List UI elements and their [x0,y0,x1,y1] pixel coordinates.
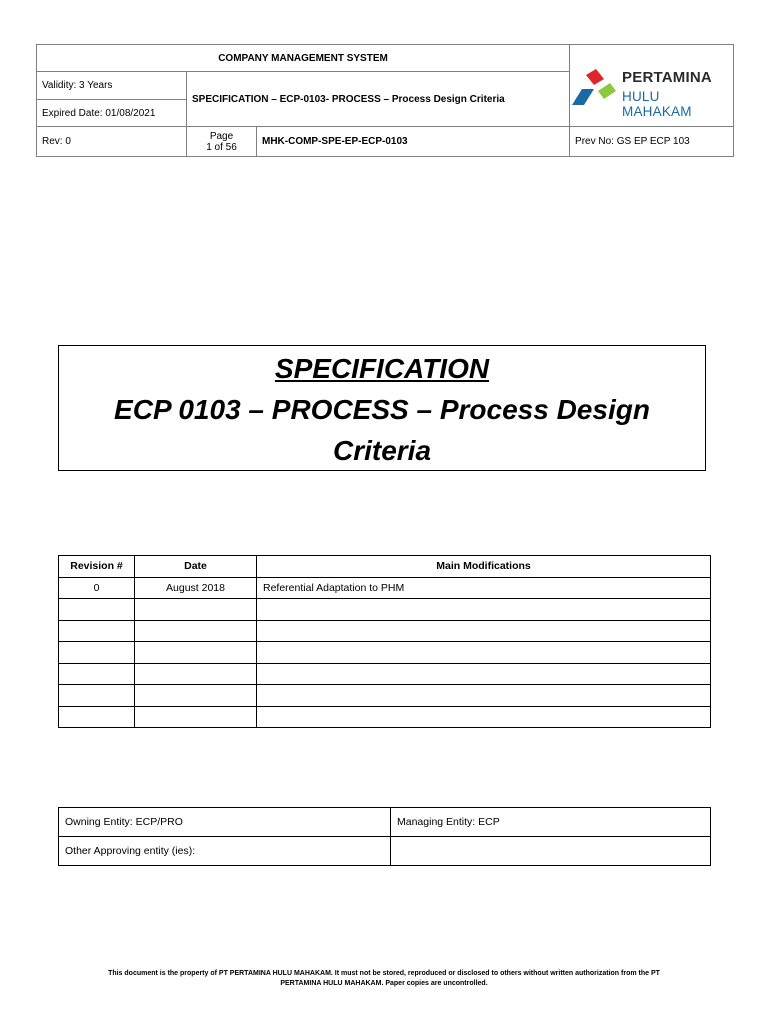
previous-number-field: Prev No: GS EP ECP 103 [570,127,734,157]
revision-field: Rev: 0 [37,127,187,157]
pertamina-logo [572,67,732,119]
date-cell [135,620,257,642]
modification-cell [257,599,711,621]
title-line-criteria: Criteria [332,435,432,466]
modification-cell [257,620,711,642]
table-row [59,642,711,664]
title-line-specification: SPECIFICATION [274,353,490,384]
revision-cell [59,685,135,707]
other-approving-entity-field: Other Approving entity (ies): [59,837,391,866]
owning-entity-field: Owning Entity: ECP/PRO [59,808,391,837]
confidentiality-footer [60,969,708,989]
revision-cell [59,663,135,685]
table-row [59,706,711,728]
other-approving-entity-value [391,837,711,866]
entity-row [59,808,711,837]
table-row [59,685,711,707]
modification-cell [257,642,711,664]
entity-row [59,837,711,866]
validity-field: Validity: 3 Years [37,72,187,100]
modification-cell [257,663,711,685]
date-cell [135,642,257,664]
footer-line-2: PERTAMINA HULU MAHAKAM. Paper copies are uncontrolled. [280,980,488,987]
modification-cell [257,706,711,728]
footer-line-1: This document is the property of PT PERTAMINA HULU MAHAKAM. It must not be stored, reproduced or disclosed to others without written authorization from the PT [108,970,660,977]
date-cell: August 2018 [135,577,257,599]
date-cell [135,599,257,621]
document-title-box [58,345,706,471]
management-system-label: COMPANY MANAGEMENT SYSTEM [37,45,570,72]
logo-text-hulu-mahakam: HULU MAHAKAM [622,89,692,119]
document-title-field: SPECIFICATION – ECP-0103- PROCESS – Process Design Criteria [187,72,570,127]
page-label: Page [209,130,234,142]
pertamina-logo-icon [572,69,620,109]
date-cell [135,663,257,685]
main-modifications-header: Main Modifications [257,556,711,578]
revision-cell [59,706,135,728]
date-cell [135,706,257,728]
entity-table [58,807,711,866]
revision-number-header: Revision # [59,556,135,578]
revision-header-row [59,556,711,578]
revision-cell [59,599,135,621]
revision-cell: 0 [59,577,135,599]
revision-cell [59,642,135,664]
managing-entity-field: Managing Entity: ECP [391,808,711,837]
logo-text-pertamina: PERTAMINA [622,69,712,86]
page-number-field [187,127,257,157]
logo-cell [570,45,734,127]
document-header [36,44,734,157]
revision-table [58,555,711,728]
table-row [59,620,711,642]
title-line-ecp: ECP 0103 – PROCESS – Process Design [114,394,650,425]
date-cell [135,685,257,707]
page-count: 1 of 56 [206,141,237,153]
table-row [59,577,711,599]
modification-cell [257,685,711,707]
table-row [59,599,711,621]
document-code-field: MHK-COMP-SPE-EP-ECP-0103 [257,127,570,157]
modification-cell: Referential Adaptation to PHM [257,577,711,599]
expired-date-field: Expired Date: 01/08/2021 [37,100,187,127]
table-row [59,663,711,685]
revision-cell [59,620,135,642]
date-header: Date [135,556,257,578]
